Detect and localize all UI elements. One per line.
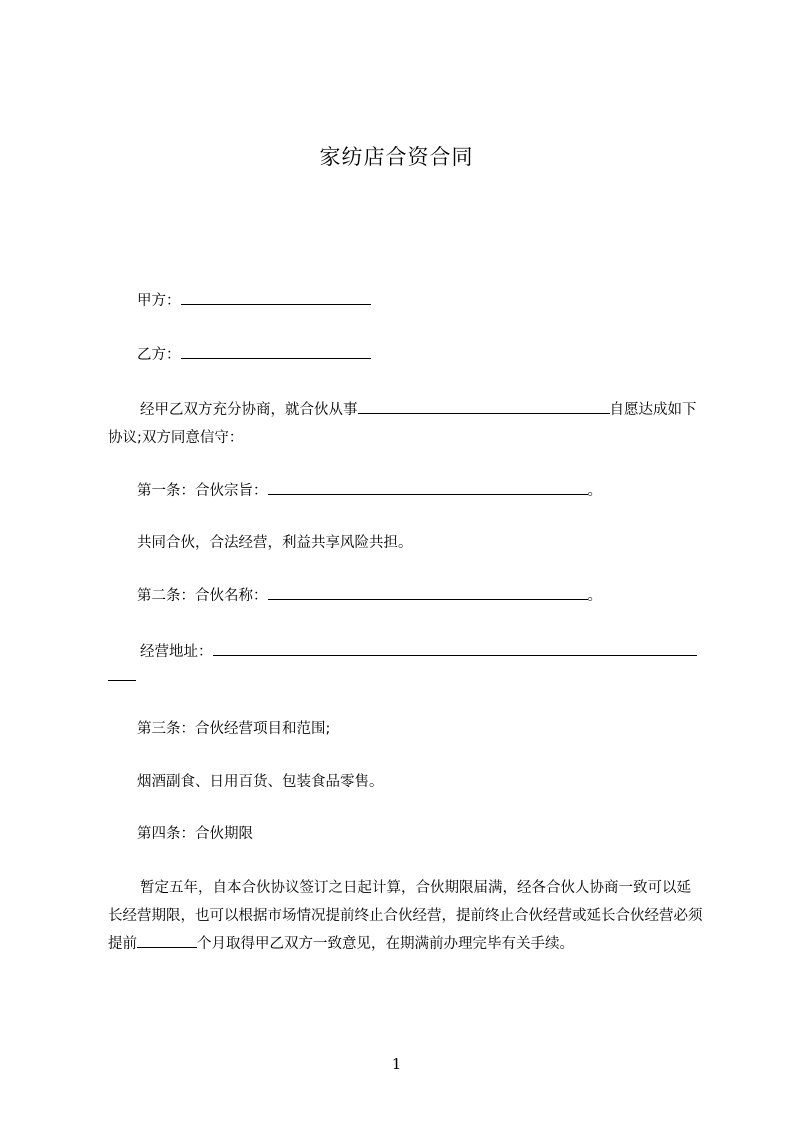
article-3-text: 烟酒副食、日用百货、包装食品零售。 [137,774,384,790]
address-label: 经营地址： [140,644,213,660]
article-1-end: 。 [587,483,602,499]
party-b-blank [181,344,371,359]
article-1-text: 共同合伙，合法经营，利益共享风险共担。 [137,535,413,551]
intro-text-pre: 经甲乙双方充分协商，就合伙从事 [140,402,358,418]
party-a-line [137,290,371,311]
article-2-blank [268,585,588,600]
article-1-blank [268,480,588,495]
article-2-line [137,585,602,606]
intro-blank [358,399,610,414]
article-1-label: 第一条：合伙宗旨： [137,483,268,499]
article-2-end: 。 [587,588,602,604]
article-4-blank [137,933,197,948]
party-b-line [137,344,371,365]
article-4-text-pre: 暂定五年，自本合伙协议签订之日起计算，合伙期限届满，经各合伙人协商一致可以延长经营期限，也可以根据市场情况提前终止合伙经营，提前终止合伙经营或延长合伙经营必须提前 [108,880,703,952]
address-line [140,641,697,662]
article-4-text-post: 个月取得甲乙双方一致意见，在期满前办理完毕有关手续。 [197,936,574,952]
address-blank [213,641,697,656]
article-3-label: 第三条：合伙经营项目和范围; [137,721,331,737]
page-number: 1 [391,1055,402,1073]
party-a-blank [181,290,371,305]
party-a-label: 甲方： [137,293,181,309]
article-2-label: 第二条：合伙名称： [137,588,268,604]
document-title: 家纺店合资合同 [319,145,474,169]
party-b-label: 乙方： [137,347,181,363]
address-blank-continued [108,680,136,681]
article-4-label: 第四条：合伙期限 [137,826,253,842]
article-4-paragraph [108,874,704,958]
article-1-line [137,480,602,501]
intro-paragraph [108,396,704,452]
intro-text-post: 自愿达成如下协议;双方同意信守： [108,402,697,446]
